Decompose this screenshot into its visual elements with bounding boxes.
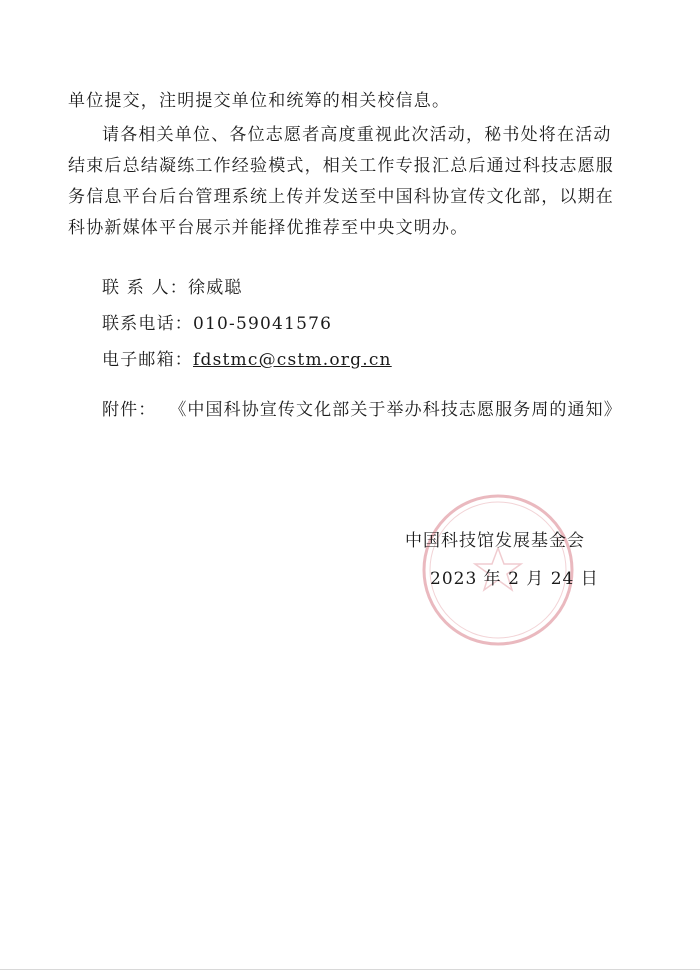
page-edge-divider [0,969,700,970]
signature-organization: 中国科技馆发展基金会 [405,531,585,551]
contact-phone-label: 联系电话： [102,314,193,334]
paragraph-line: 请各相关单位、各位志愿者高度重视此次活动，秘书处将在活动 [102,125,612,145]
contact-email-link[interactable]: fdstmc@cstm.org.cn [193,350,392,370]
attachment-label: 附件： [102,400,157,420]
contact-person-value: 徐威聪 [188,278,243,298]
contact-email-label: 电子邮箱： [102,350,193,370]
paragraph-continuation [68,86,648,117]
contact-person-label: 联 系 人： [102,278,189,298]
paragraph-line: 结束后总结凝练工作经验模式，相关工作专报汇总后通过科技志愿服 [68,156,614,176]
contact-email-row [102,345,392,370]
paragraph-line: 科协新媒体平台展示并能择优推荐至中央文明办。 [68,218,469,238]
paragraph-line: 务信息平台后台管理系统上传并发送至中国科协宣传文化部，以期在 [68,187,614,207]
signature-date: 2023 年 2 月 24 日 [430,569,599,589]
paragraph-request [68,120,648,244]
attachment-row [102,395,622,420]
contact-phone-value: 010-59041576 [193,314,333,334]
contact-person-row [102,273,243,298]
attachment-title: 《中国科协宣传文化部关于举办科技志愿服务周的通知》 [169,400,622,420]
paragraph-line: 单位提交，注明提交单位和统筹的相关校信息。 [68,91,451,111]
contact-phone-row [102,309,332,334]
